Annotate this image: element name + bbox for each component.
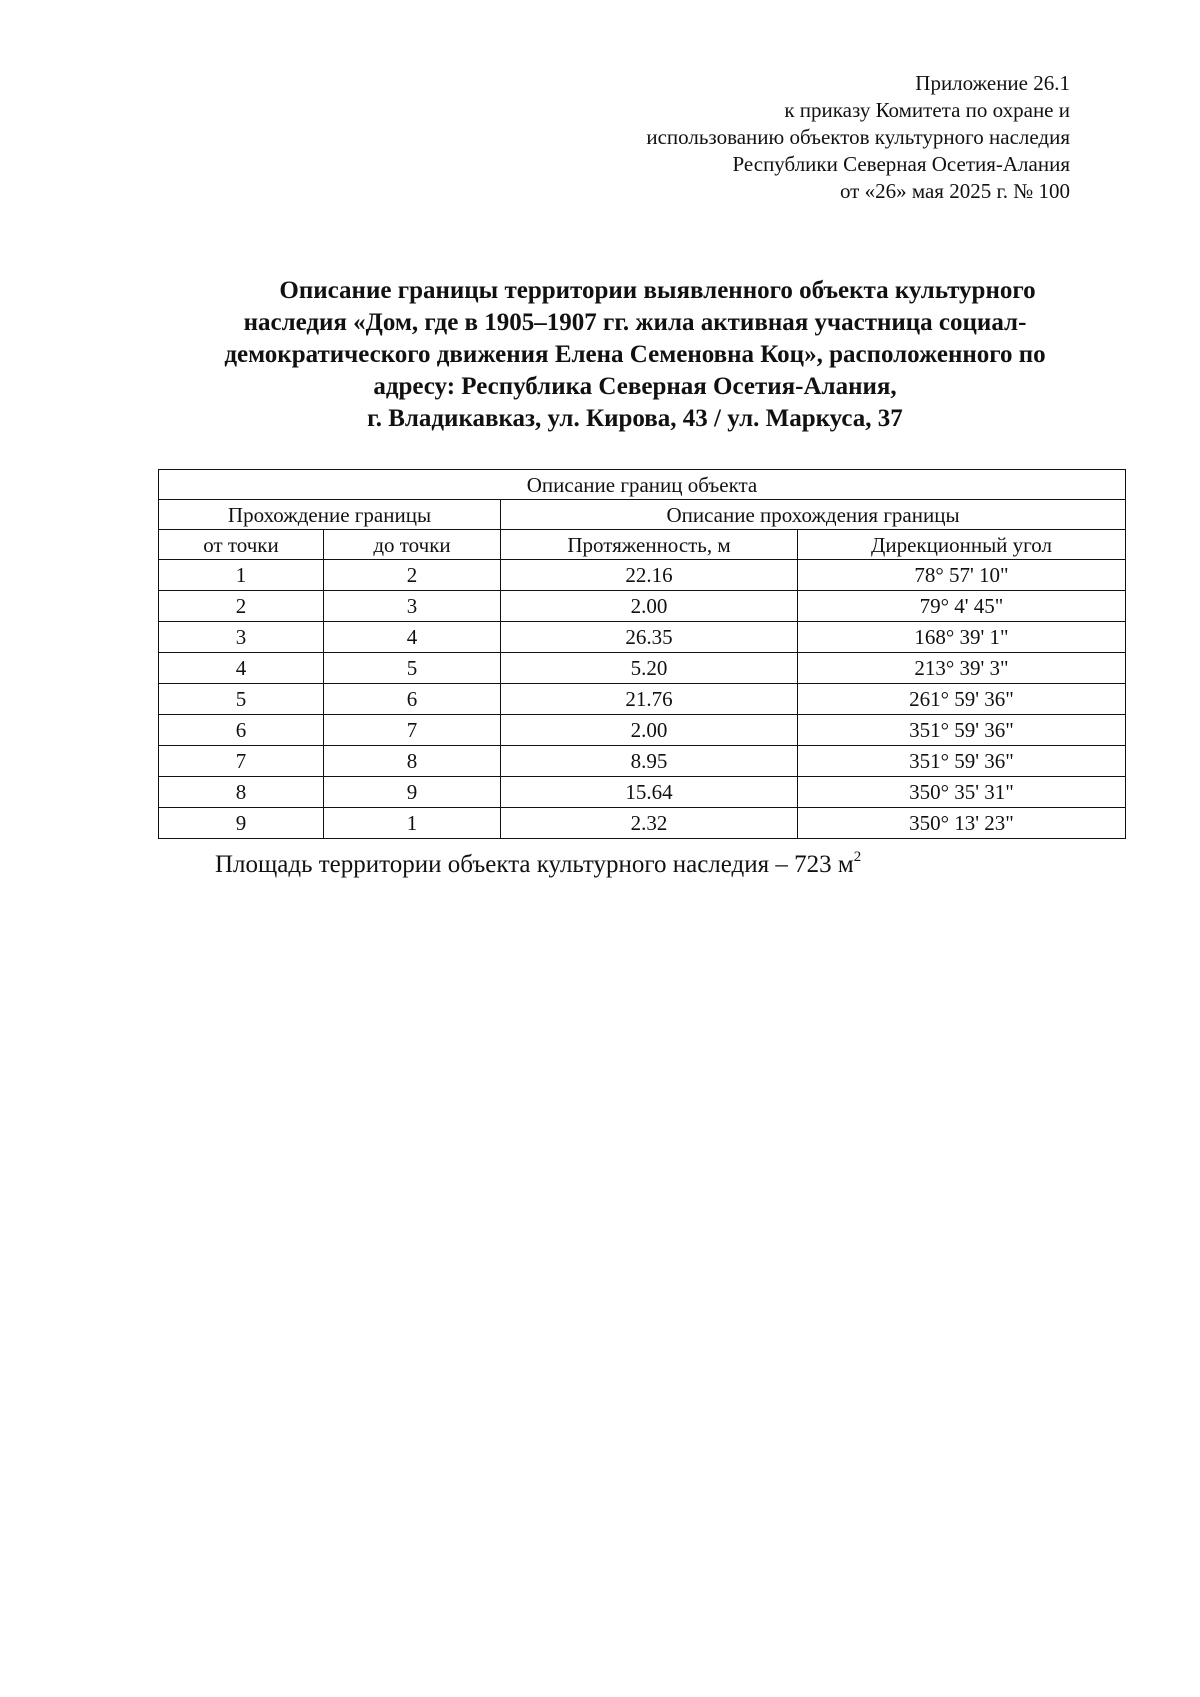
column-header-angle: Дирекционный угол xyxy=(798,530,1126,560)
cell-angle: 351° 59' 36" xyxy=(798,715,1126,746)
cell-to: 4 xyxy=(324,622,501,653)
title-line-3: демократического движения Елена Семеновна Коц», расположенного по xyxy=(224,341,1046,368)
boundary-table xyxy=(158,469,1126,839)
cell-to: 7 xyxy=(324,715,501,746)
cell-length: 2.32 xyxy=(501,808,798,839)
area-text: Площадь территории объекта культурного наследия – 723 м xyxy=(215,851,854,878)
cell-length: 2.00 xyxy=(501,591,798,622)
cell-length: 15.64 xyxy=(501,777,798,808)
cell-to: 6 xyxy=(324,684,501,715)
appendix-header xyxy=(646,70,1070,205)
column-header-from: от точки xyxy=(159,530,324,560)
table-row xyxy=(159,777,1126,808)
cell-from: 9 xyxy=(159,808,324,839)
table-row xyxy=(159,684,1126,715)
table-group-header-row xyxy=(159,500,1126,530)
column-header-length: Протяженность, м xyxy=(501,530,798,560)
cell-from: 4 xyxy=(159,653,324,684)
appendix-order-ref: к приказу Комитета по охране и xyxy=(784,98,1070,122)
cell-to: 5 xyxy=(324,653,501,684)
table-row xyxy=(159,653,1126,684)
table-caption: Описание границ объекта xyxy=(159,470,1126,500)
cell-angle: 351° 59' 36" xyxy=(798,746,1126,777)
table-caption-row xyxy=(159,470,1126,500)
cell-to: 8 xyxy=(324,746,501,777)
cell-to: 9 xyxy=(324,777,501,808)
appendix-number: Приложение 26.1 xyxy=(915,71,1070,95)
cell-from: 2 xyxy=(159,591,324,622)
document-title xyxy=(150,275,1120,435)
table-row xyxy=(159,622,1126,653)
cell-from: 5 xyxy=(159,684,324,715)
appendix-date: от «26» мая 2025 г. № 100 xyxy=(839,179,1070,203)
area-statement xyxy=(215,850,861,880)
table-row xyxy=(159,808,1126,839)
table-column-header-row xyxy=(159,530,1126,560)
column-header-to: до точки xyxy=(324,530,501,560)
cell-from: 7 xyxy=(159,746,324,777)
title-line-4: адресу: Республика Северная Осетия-Алания, xyxy=(373,373,897,400)
title-line-5: г. Владикавказ, ул. Кирова, 43 / ул. Маркуса, 37 xyxy=(367,405,903,432)
table-row xyxy=(159,560,1126,591)
cell-from: 6 xyxy=(159,715,324,746)
cell-length: 8.95 xyxy=(501,746,798,777)
appendix-republic: Республики Северная Осетия-Алания xyxy=(732,152,1070,176)
cell-length: 2.00 xyxy=(501,715,798,746)
cell-from: 3 xyxy=(159,622,324,653)
cell-length: 21.76 xyxy=(501,684,798,715)
cell-angle: 168° 39' 1" xyxy=(798,622,1126,653)
cell-length: 5.20 xyxy=(501,653,798,684)
area-superscript: 2 xyxy=(853,849,862,865)
title-line-2: наследия «Дом, где в 1905–1907 гг. жила активная участница социал- xyxy=(243,309,1027,336)
cell-from: 1 xyxy=(159,560,324,591)
cell-to: 1 xyxy=(324,808,501,839)
cell-angle: 78° 57' 10" xyxy=(798,560,1126,591)
cell-from: 8 xyxy=(159,777,324,808)
group-header-description: Описание прохождения границы xyxy=(501,500,1126,530)
table-row xyxy=(159,591,1126,622)
cell-angle: 79° 4' 45" xyxy=(798,591,1126,622)
cell-length: 22.16 xyxy=(501,560,798,591)
cell-to: 2 xyxy=(324,560,501,591)
group-header-passage: Прохождение границы xyxy=(159,500,501,530)
appendix-committee: использованию объектов культурного наследия xyxy=(646,125,1070,149)
cell-angle: 261° 59' 36" xyxy=(798,684,1126,715)
cell-to: 3 xyxy=(324,591,501,622)
table-row xyxy=(159,715,1126,746)
cell-angle: 350° 35' 31" xyxy=(798,777,1126,808)
cell-angle: 213° 39' 3" xyxy=(798,653,1126,684)
cell-angle: 350° 13' 23" xyxy=(798,808,1126,839)
cell-length: 26.35 xyxy=(501,622,798,653)
table-row xyxy=(159,746,1126,777)
title-line-1: Описание границы территории выявленного объекта культурного xyxy=(279,277,1036,304)
